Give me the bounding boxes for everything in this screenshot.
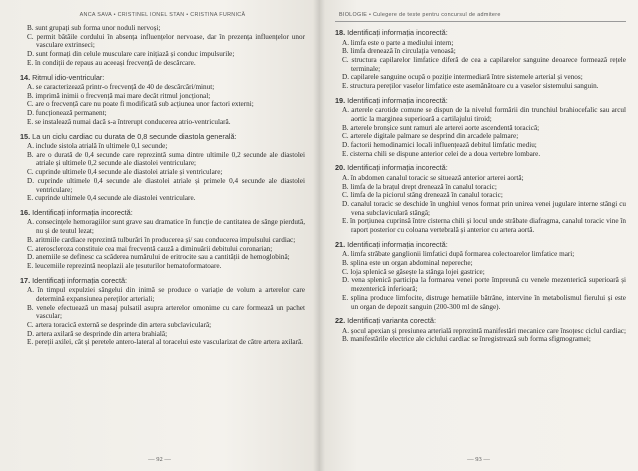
option: C. arterele digitale palmare se desprind din arcadele palmare; <box>342 132 519 141</box>
question-title <box>20 208 305 217</box>
option: A. consecințele hemoragiilor sunt grave sau dramatice în funcție de cantitatea de sânge pierdută, nu și de teutul lezat; <box>27 218 305 236</box>
option: D. artera axilară se desprinde din artera brahială; <box>27 329 168 338</box>
option: B. aritmiile cardiace reprezintă tulburări în producerea și/ sau conducerea impulsului cardiac; <box>27 235 296 244</box>
header-rule <box>335 21 626 22</box>
question-number: 22. <box>335 316 346 326</box>
option: D. anemiile se definesc ca scăderea numărului de eritrocite sau a cantității de hemoglobină; <box>27 253 290 262</box>
question-block <box>20 276 305 347</box>
question-text: Identificați informația incorectă: <box>347 239 448 249</box>
question-title <box>335 163 626 172</box>
option: C. are o frecvență care nu poate fi modificată sub acțiunea unor factori externi; <box>27 100 254 109</box>
question-title <box>335 316 626 325</box>
option: A. limfa este o parte a mediului intern; <box>342 38 454 47</box>
question-title <box>335 96 626 105</box>
question-text: Identificați informația corectă: <box>32 275 128 285</box>
option: C. artera toracică externă se desprinde din artera subclaviculară; <box>27 320 212 329</box>
question-text: Identificați informația incorectă: <box>347 163 448 173</box>
option: C. limfa de la piciorul stâng drenează în canalul toracic; <box>342 191 503 200</box>
option: C. structura capilarelor limfatice diferă de cea a capilarelor sanguine deoarece formează rețele terminale; <box>342 55 626 73</box>
option: B. limfa de la brațul drept drenează în canalul toracic; <box>342 182 497 191</box>
question-number: 17. <box>20 275 31 285</box>
option: D. factorii hemodinamici locali influențează debitul limfatic mediu; <box>342 141 537 150</box>
option: A. limfa străbate ganglionii limfatici după formarea colectoarelor limfatice mari; <box>342 250 575 259</box>
question-block <box>20 73 305 127</box>
question-title <box>20 276 305 285</box>
question-text: Identificați informația incorectă: <box>347 95 448 105</box>
option: C. loja splenică se găsește la stânga lojei gastrice; <box>342 267 485 276</box>
running-head-authors: ANCA SAVA • CRISTINEL IONEL STAN • CRISTINA FURNICĂ <box>79 12 246 18</box>
question-number: 14. <box>20 72 31 82</box>
question-number: 16. <box>20 207 31 217</box>
question-block <box>335 28 626 91</box>
question-text: Identificați informația incorectă: <box>32 207 133 217</box>
question-title <box>20 73 305 82</box>
option: A. în abdomen canalul toracic se situează anterior arterei aortă; <box>342 173 524 182</box>
left-questions <box>20 73 305 348</box>
option: D. sunt formați din celule musculare care inițiază și conduc impulsurile; <box>27 50 235 59</box>
question-text: Ritmul idio-ventricular: <box>32 72 105 82</box>
question-block <box>335 96 626 159</box>
option: B. arterele bronșice sunt ramuri ale arterei aorte ascendentă toracică; <box>342 123 540 132</box>
option: E. leucemiile reprezintă neoplazii ale țesuturilor hematoformatoare. <box>27 261 222 270</box>
question-text: Identificați informația incorectă: <box>347 28 448 37</box>
question-block <box>335 163 626 234</box>
option: E. în condiții de repaus au aceeași frecvență de descărcare. <box>27 58 196 67</box>
option: D. vena splenică participa la formarea venei porte împreună cu venele mezenterică superioară și mezenterică inferioară; <box>342 276 626 294</box>
option: E. splina produce limfocite, distruge hematiile bătrâne, intervine în metabolismul fierului și este un organ de depozit sanguin (200-300 ml de sânge). <box>342 293 626 311</box>
option: B. limfa drenează în circulația venoasă; <box>342 47 456 56</box>
option: B. manifestările electrice ale ciclului cardiac se înregistrează sub forma sfigmogramei; <box>342 335 591 344</box>
option: E. cisterna chili se dispune anterior celei de a doua vertebre lombare. <box>342 149 541 158</box>
option: B. venele efectuează un masaj pulsatil asupra arterelor omonime cu care formează un pachet vascular; <box>27 303 305 321</box>
option: A. arterele carotide comune se dispun de la nivelul formării din trunchiul brahiocefalic sau arcul aortic la marginea superioară a cartilajului tiroid; <box>342 106 626 123</box>
option: C. ateroscleroza constituie cea mai frecventă cauză a diminuării debitului coronarian; <box>27 244 273 253</box>
option: A. include sistola atrială în ultimele 0,1 secunde; <box>27 142 168 151</box>
question-number: 18. <box>335 28 346 37</box>
option: B. splina este un organ abdominal nepereche; <box>342 259 473 268</box>
running-head-book-title: BIOLOGIE • Culegere de teste pentru concursul de admitere <box>339 12 501 18</box>
option: E. în porțiunea cuprinsă între cisterna chili și locul unde străbate diafragma, canalul toracic vine în raport posterior cu coloana vertebrală și anterior cu artera aortă. <box>342 217 626 235</box>
question-block <box>335 240 626 311</box>
option: B. imprimă inimii o frecvență mai mare decât ritmul joncțional; <box>27 91 211 100</box>
option: B. are o durată de 0,4 secunde care reprezintă suma dintre ultimile 0,2 secunde ale diastolei atriale și ultimele 0,2 secunde ale diastolei ventriculare; <box>27 150 305 168</box>
option: E. pereții axilei, cât și peretele antero-lateral al toracelui este vascularizat de către artera axilară. <box>27 338 303 347</box>
option: D. capilarele sanguine ocupă o poziție intermediară între sistemele arterial și venos; <box>342 73 583 82</box>
question-block <box>20 208 305 271</box>
option: D. cuprinde ultimele 0,4 secunde ale diastolei atriale și primele 0,4 secunde ale diastolei ventriculare; <box>27 176 305 194</box>
question-title <box>20 132 305 141</box>
question-block <box>20 132 305 203</box>
question-number: 20. <box>335 163 346 173</box>
question-text: La un ciclu cardiac cu durata de 0,8 secunde diastola generală: <box>32 131 237 141</box>
question-number: 15. <box>20 131 31 141</box>
question-block <box>335 316 626 344</box>
option: A. se caracterizează printr-o frecvență de 40 de descărcări/minut; <box>27 83 215 92</box>
right-page <box>319 0 638 471</box>
question-text: Identificați varianta corectă: <box>347 316 436 326</box>
option: A. șocul apexian și presiunea arterială reprezintă manifestări mecanice care însoțesc ciclul cardiac; <box>342 326 626 335</box>
option: C. permit bătăile cordului în absența influențelor nervoase, dar în prezența influențelor unor vasculare extrinseci; <box>27 32 305 50</box>
question-number: 19. <box>335 95 346 105</box>
question-number: 21. <box>335 239 346 249</box>
option: A. în timpul expulziei sângelui din inimă se produce o variație de volum a arterelor care determină expansiunea pereților arteriali; <box>27 286 305 303</box>
page-number: — 93 — <box>467 456 490 463</box>
option: D. canalul toracic se deschide în unghiul venos format prin unirea venei jugulare interne stângi cu vena subclaviculară stângă; <box>342 200 626 217</box>
option: E. cuprinde ultimele 0,4 secunde ale diastolei ventriculare. <box>27 194 196 203</box>
question-title <box>335 28 626 37</box>
option: E. se instalează numai dacă s-a întrerupt conducerea atrio-ventriculară. <box>27 117 231 126</box>
page-number: — 92 — <box>148 456 171 463</box>
option: E. structura pereților vaselor limfatice este asemănătoare cu a vaselor sistemului sanguin. <box>342 82 599 91</box>
option: B. sunt grupați sub forma unor noduli nervoși; <box>27 24 161 32</box>
question-title <box>335 240 626 249</box>
right-questions <box>335 28 626 344</box>
continuation-options <box>20 24 305 68</box>
option: D. funcționează permanent; <box>27 109 107 118</box>
option: C. cuprinde ultimele 0,4 secunde ale diastolei atriale și ventriculare; <box>27 168 223 177</box>
